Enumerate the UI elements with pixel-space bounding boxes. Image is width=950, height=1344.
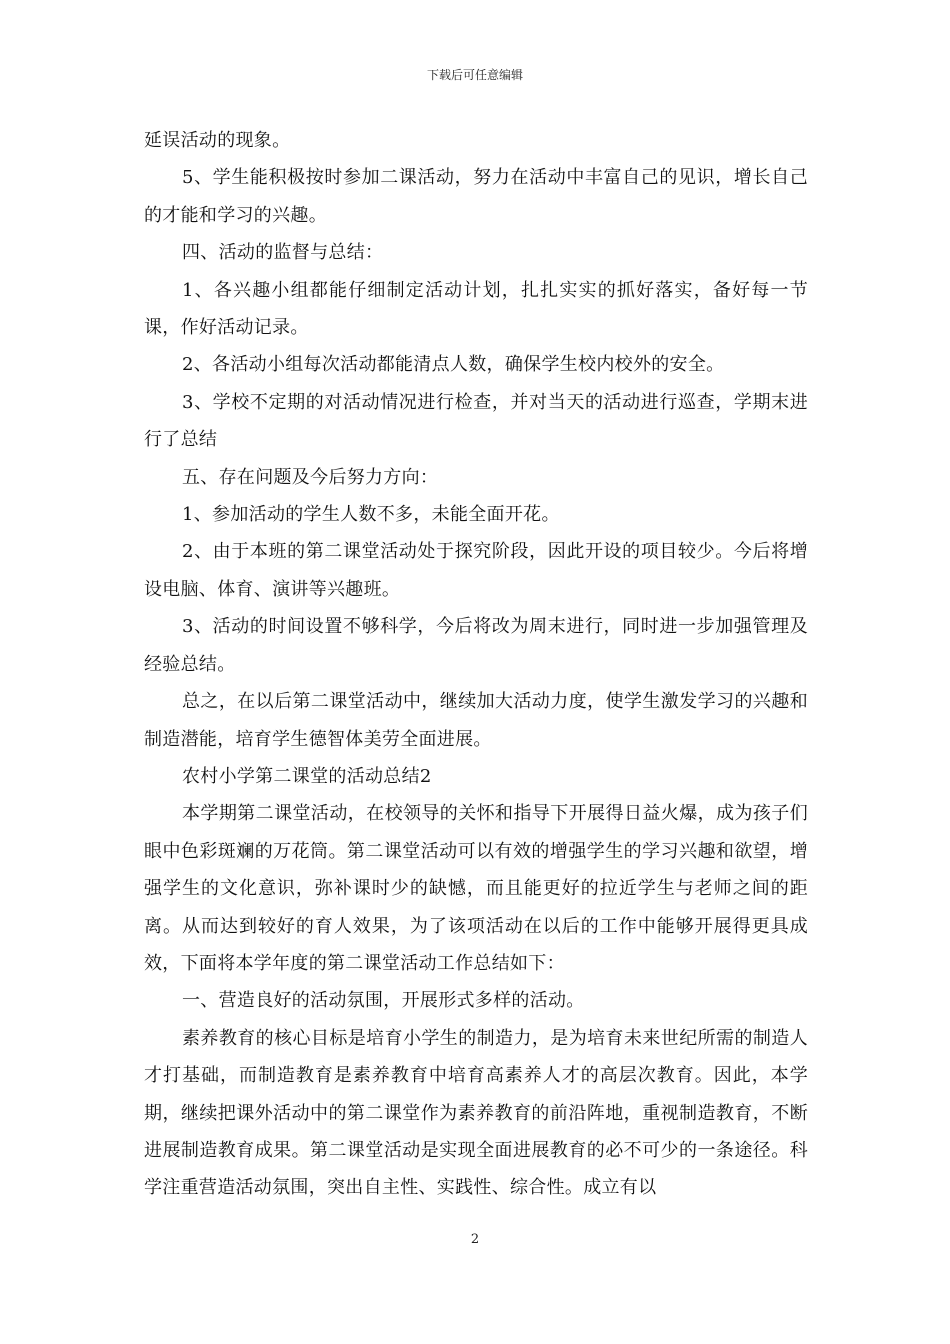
paragraph: 5、学生能积极按时参加二课活动，努力在活动中丰富自己的见识，增长自己的才能和学习的兴趣。	[144, 167, 808, 226]
section-heading: 五、存在问题及今后努力方向：	[182, 466, 439, 488]
paragraph: 素养教育的核心目标是培育小学生的制造力，是为培育未来世纪所需的制造人才打基础，而制造教育是素养教育中培育高素养人才的高层次教育。因此，本学期，继续把课外活动中的第二课堂作为素养教育的前沿阵地，重视制造教育，不断进展制造教育成果。第二课堂活动是实现全面进展教育的必不可少的一条途径。科学注重营造活动氛围，突出自主性、实践性、综合性。成立有以	[144, 1027, 808, 1199]
section-heading: 四、活动的监督与总结：	[182, 242, 384, 264]
paragraph: 1、各兴趣小组都能仔细制定活动计划，扎扎实实的抓好落实，备好每一节课，作好活动记录。	[144, 279, 808, 339]
page-header: 下载后可任意编辑	[426, 68, 523, 82]
paragraph: 2、各活动小组每次活动都能清点人数，确保学生校内校外的安全。	[182, 354, 725, 376]
paragraph: 3、学校不定期的对活动情况进行检查，并对当天的活动进行巡查，学期末进行了总结	[144, 391, 808, 451]
paragraph: 总之，在以后第二课堂活动中，继续加大活动力度，使学生激发学习的兴趣和制造潜能，培育学生德智体美劳全面进展。	[144, 691, 808, 750]
paragraph: 3、活动的时间设置不够科学，今后将改为周末进行，同时进一步加强管理及经验总结。	[144, 616, 808, 675]
paragraph: 本学期第二课堂活动，在校领导的关怀和指导下开展得日益火爆，成为孩子们眼中色彩斑斓的万花筒。第二课堂活动可以有效的增强学生的学习兴趣和欲望，增强学生的文化意识，弥补课时少的缺憾，而且能更好的拉近学生与老师之间的距离。从而达到较好的育人效果，为了该项活动在以后的工作中能够开展得更具成效，下面将本学年度的第二课堂活动工作总结如下：	[144, 803, 808, 974]
paragraph: 2、由于本班的第二课堂活动处于探究阶段，因此开设的项目较少。今后将增设电脑、体育、演讲等兴趣班。	[144, 541, 808, 600]
paragraph: 1、参加活动的学生人数不多，未能全面开花。	[182, 504, 560, 526]
paragraph: 延误活动的现象。	[144, 130, 291, 151]
document-body	[144, 122, 808, 1207]
section-heading: 一、营造良好的活动氛围，开展形式多样的活动。	[182, 990, 585, 1012]
page-number: 2	[470, 1232, 480, 1247]
article-title: 农村小学第二课堂的活动总结2	[182, 765, 432, 787]
